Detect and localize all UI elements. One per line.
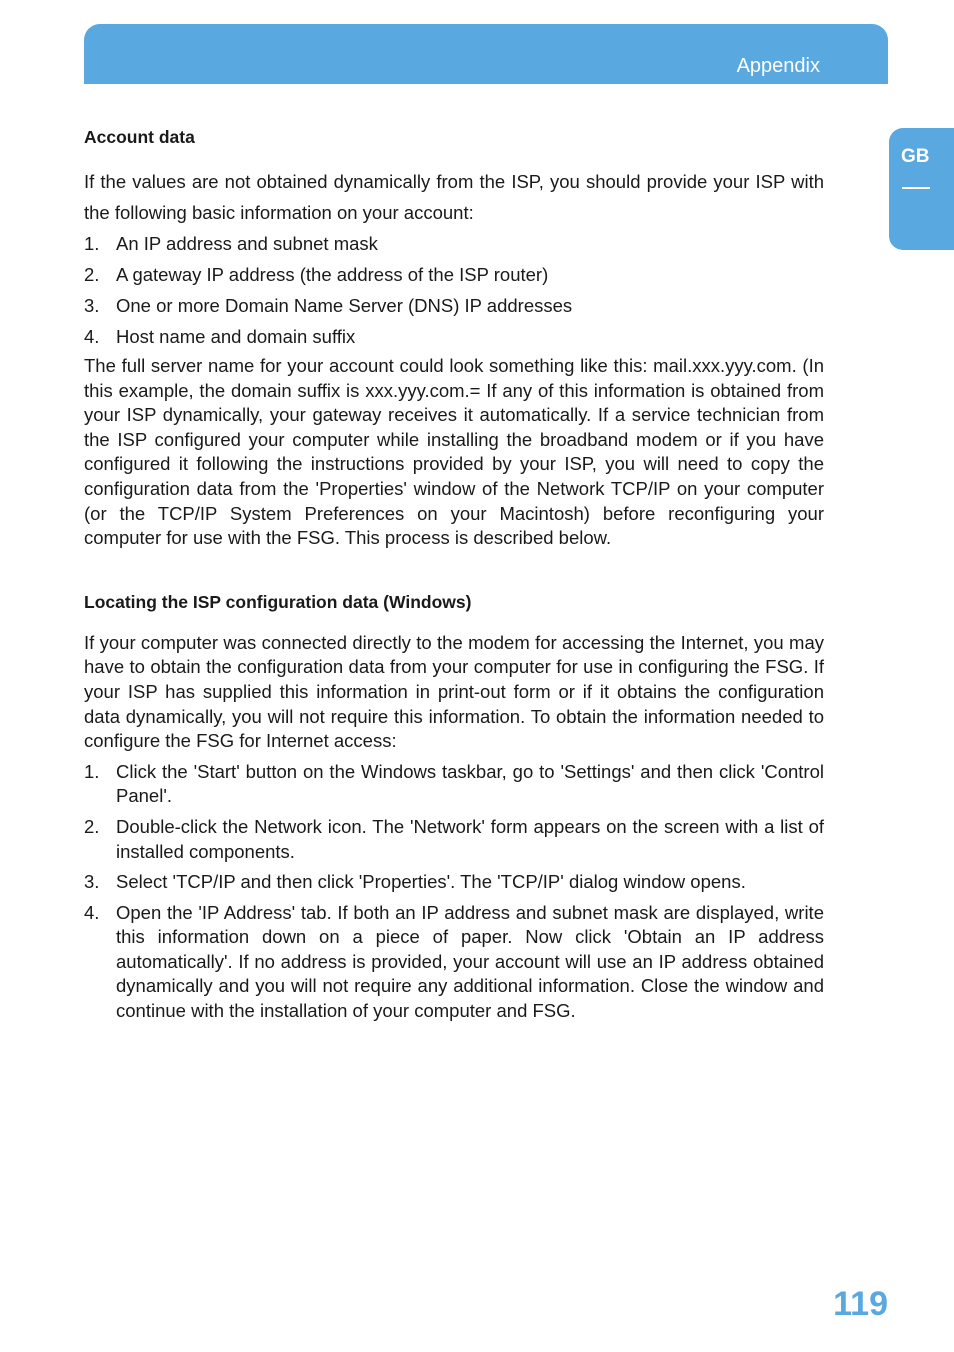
list-item: [84, 259, 824, 290]
list-number: 4.: [84, 901, 100, 923]
list-text: Open the 'IP Address' tab. If both an IP address and subnet mask are displayed, write this information down on a piece of paper. Now click 'Obtain an IP address automatically'. If no address is provided, your account will use an IP address obtained dynamically and you will not require any additional information. Close the window and continue with the installation of your computer and FSG.: [116, 901, 824, 1022]
list-item: [84, 815, 824, 864]
list-text: A gateway IP address (the address of the ISP router): [116, 264, 549, 285]
list-number: 1.: [84, 760, 100, 782]
list-text: One or more Domain Name Server (DNS) IP addresses: [116, 295, 573, 316]
header-title: Appendix: [736, 55, 820, 77]
list-number: 4.: [84, 326, 100, 347]
list-item: [84, 901, 824, 1024]
page-content: [84, 124, 824, 1030]
section-heading-isp-config: Locating the ISP configuration data (Windows): [84, 591, 472, 612]
language-label: GB: [901, 146, 930, 167]
account-info-list: [84, 228, 824, 352]
list-number: 2.: [84, 264, 100, 285]
list-number: 3.: [84, 871, 100, 893]
list-item: [84, 290, 824, 321]
list-text: Select 'TCP/IP and then click 'Properties'. The 'TCP/IP' dialog window opens.: [116, 871, 746, 893]
section1-paragraph: The full server name for your account could look something like this: mail.xxx.yyy.com. (In this example, the domain suffix is xxx.yyy.com.= If any of this information is obtained from your ISP dynamically, your gateway receives it automatically. If a service technician from the ISP configured your computer while installing the broadband modem or if you have configured it following the instructions provided by your ISP, you will need to copy the configuration data from the 'Properties' window of the Network TCP/IP on your computer (or the TCP/IP System Preferences on your Macintosh) before reconfiguring your computer for use with the FSG. This process is described below.: [84, 355, 824, 549]
list-text: Click the 'Start' button on the Windows taskbar, go to 'Settings' and then click 'Control Panel'.: [116, 760, 824, 807]
list-text: Host name and domain suffix: [116, 326, 356, 347]
steps-list: [84, 760, 824, 1024]
header-bar: [84, 24, 888, 84]
list-number: 1.: [84, 233, 100, 254]
language-underline: [902, 187, 930, 189]
list-item: [84, 760, 824, 809]
list-text: Double-click the Network icon. The 'Network' form appears on the screen with a list of installed components.: [116, 815, 824, 862]
list-item: [84, 870, 824, 895]
page-number: 119: [833, 1285, 888, 1323]
section2-intro: If your computer was connected directly to the modem for accessing the Internet, you may have to obtain the configuration data from your computer for use in configuring the FSG. If your ISP has supplied this information in print-out form or if it obtains the configuration data dynamically, you will not require this information. To obtain the information needed to configure the FSG for Internet access:: [84, 631, 824, 752]
section1-intro: If the values are not obtained dynamically from the ISP, you should provide your ISP with the following basic information on your account:: [84, 171, 824, 223]
list-number: 2.: [84, 815, 100, 837]
list-number: 3.: [84, 295, 100, 316]
language-tab: [889, 128, 954, 250]
section-heading-account-data: Account data: [84, 127, 195, 147]
list-item: [84, 228, 824, 259]
list-text: An IP address and subnet mask: [116, 233, 378, 254]
list-item: [84, 321, 824, 352]
